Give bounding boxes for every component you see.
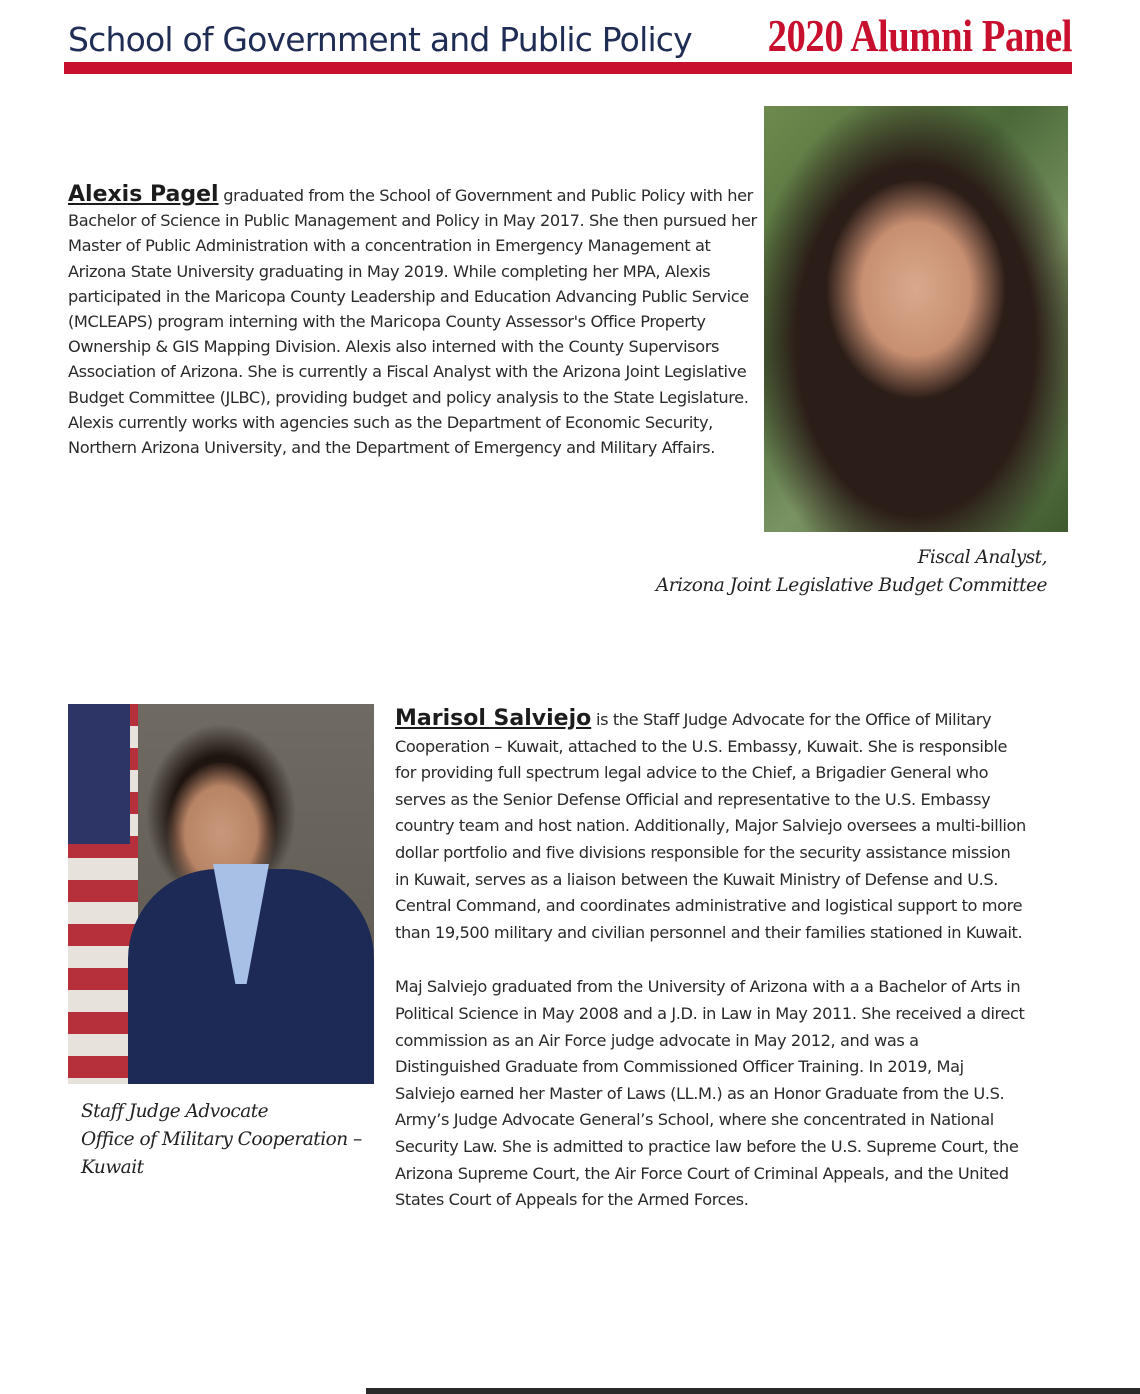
alumni-name: Marisol Salviejo xyxy=(395,706,592,731)
event-title: 2020 Alumni Panel xyxy=(767,11,1072,61)
alumni-bio-text: is the Staff Judge Advocate for the Office of Military Cooperation – Kuwait, attached to the U.S. Embassy, Kuwait. She is responsible for providing full spectrum legal advice to the Chief, a Brigadier General who serves as the Senior Defense Official and representative to the U.S. Embassy country team and host nation. Additionally, Major Salviejo oversees a multi-billion dollar portfolio and five divisions responsible for the security assistance mission in Kuwait, serves as a liaison between the Kuwait Ministry of Defense and U.S. Central Command, and coordinates administrative and logistical support to more than 19,500 military and civilian personnel and their families stationed in Kuwait. xyxy=(395,710,1026,942)
flag-canton xyxy=(68,704,130,844)
alumni-name: Alexis Pagel xyxy=(68,182,219,207)
bottom-divider xyxy=(366,1388,1140,1394)
page-header xyxy=(64,8,1074,68)
school-name: School of Government and Public Policy xyxy=(68,20,692,59)
alumni-photo-alexis xyxy=(764,106,1068,532)
caption-line: Office of Military Cooperation – xyxy=(81,1129,362,1150)
alumni-bio-text: graduated from the School of Government and Public Policy with her Bachelor of Science in Public Management and Policy in May 2017. She then pursued her Master of Public Administration with a concentration in Emergency Management at Arizona State University graduating in May 2019. While completing her MPA, Alexis participated in the Maricopa County Leadership and Education Advancing Public Service (MCLEAPS) program interning with the Maricopa County Assessor's Office Property Ownership & GIS Mapping Division. Alexis also interned with the County Supervisors Association of Arizona. She is currently a Fiscal Analyst with the Arizona Joint Legislative Budget Committee (JLBC), providing budget and policy analysis to the State Legislature. Alexis currently works with agencies such as the Department of Economic Security, Northern Arizona University, and the Department of Emergency and Military Affairs. xyxy=(68,186,757,458)
caption-line: Fiscal Analyst, xyxy=(917,547,1047,568)
alumni-caption-alexis xyxy=(656,544,1047,600)
alumni-photo-marisol xyxy=(68,704,374,1084)
caption-line: Kuwait xyxy=(81,1157,144,1178)
alumni-bio-marisol xyxy=(395,706,1027,1214)
header-divider xyxy=(64,62,1072,74)
alumni-bio-alexis xyxy=(68,182,768,460)
caption-line: Arizona Joint Legislative Budget Committee xyxy=(655,575,1047,596)
caption-line: Staff Judge Advocate xyxy=(81,1101,269,1122)
alumni-bio-text-2: Maj Salviejo graduated from the University of Arizona with a a Bachelor of Arts in Political Science in May 2008 and a J.D. in Law in May 2011. She received a direct commission as an Air Force judge advocate in May 2012, and was a Distinguished Graduate from Commissioned Officer Training. In 2019, Maj Salviejo earned her Master of Laws (LL.M.) as an Honor Graduate from the U.S. Army’s Judge Advocate General’s School, where she concentrated in National Security Law. She is admitted to practice law before the U.S. Supreme Court, the Arizona Supreme Court, the Air Force Court of Criminal Appeals, and the United States Court of Appeals for the Armed Forces. xyxy=(395,977,1025,1210)
alumni-caption-marisol xyxy=(81,1098,362,1182)
